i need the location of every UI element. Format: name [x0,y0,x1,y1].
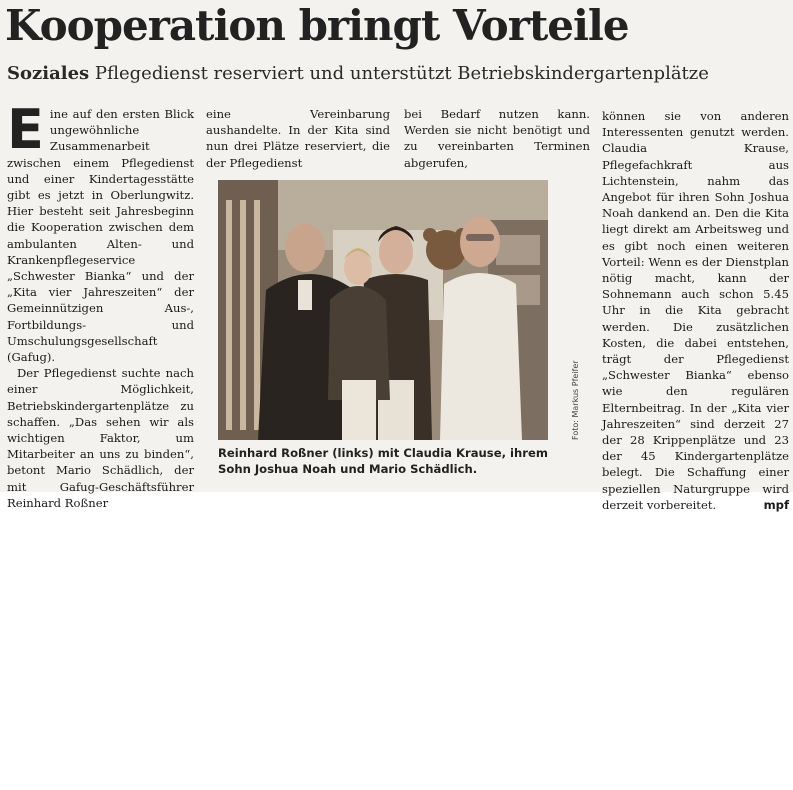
column-2-text: eine Vereinbarung aushandelte. In der Kita sind nun drei Plätze reserviert, die der Pflegedienst [206,107,390,170]
article-photo [218,180,548,440]
column-1 [7,98,194,511]
subheadline: Pflegedienst reserviert und unterstützt Betriebskindergartenplätze [94,63,709,84]
column-3-text: bei Bedarf nutzen kann. Werden sie nicht benötigt und zu vereinbarten Terminen abgerufen, [404,107,590,170]
column-2 [206,106,390,171]
headline: Kooperation bringt Vorteile [5,1,629,50]
paragraph-1-text: ine auf den ersten Blick ungewöhnliche Zusammenarbeit zwischen einem Pflegedienst und einer Kindertagesstätte gibt es jetzt in Oberlungwitz. Hier besteht seit Jahresbeginn die Kooperation zwischen dem ambulanten Alten- und Krankenpflegeservice „Schwester Bianka“ und der „Kita vier Jahreszeiten“ der Gemeinnützigen Aus-, Fortbildungs- und Umschulungsgesellschaft (Gafug). [7,107,194,365]
section-kicker: Soziales [7,63,90,84]
author-initials: mpf [763,497,789,512]
photo-illustration [218,180,548,440]
drop-cap: E [7,98,44,161]
paragraph-1 [7,98,194,365]
column-4 [602,108,789,513]
column-4-body: können sie von anderen Interessenten genutzt werden. Claudia Krause, Pflegefachkraft aus Lichtenstein, nahm das Angebot für ihren Sohn Joshua Noah dankend an. Den die Kita liegt direkt am Arbeitsweg und es gibt noch einen weiteren Vorteil: Wenn es der Dienstplan nötig macht, kann der Sohnemann auch schon 5.45 Uhr in die Kita gebracht werden. Die zusätzlichen Kosten, die dabei entstehen, trägt der Pflegedienst „Schwester Bianka“ ebenso wie den regulären Elternbeitrag. In der „Kita vier Jahreszeiten“ sind derzeit 27 der 28 Krippenplätze und 23 der 45 Kindergartenplätze belegt. Die Schaffung einer speziellen Naturgruppe wird derzeit vorbereitet. [602,109,789,512]
photo-caption: Reinhard Roßner (links) mit Claudia Krause, ihrem Sohn Joshua Noah und Mario Schädlich. [218,446,548,476]
photo-credit: Foto: Markus Pfeifer [571,360,580,440]
column-3 [404,106,590,171]
paragraph-2: Der Pflegedienst suchte nach einer Möglichkeit, Betriebskindergartenplätze zu schaffen. „Das sehen wir als wichtigen Faktor, um Mitarbeiter an uns zu binden“, betont Mario Schädlich, der mit Gafug-Geschäftsführer Reinhard Roßner [7,366,194,510]
column-4-text [602,108,789,513]
subheadline-line [7,62,709,86]
